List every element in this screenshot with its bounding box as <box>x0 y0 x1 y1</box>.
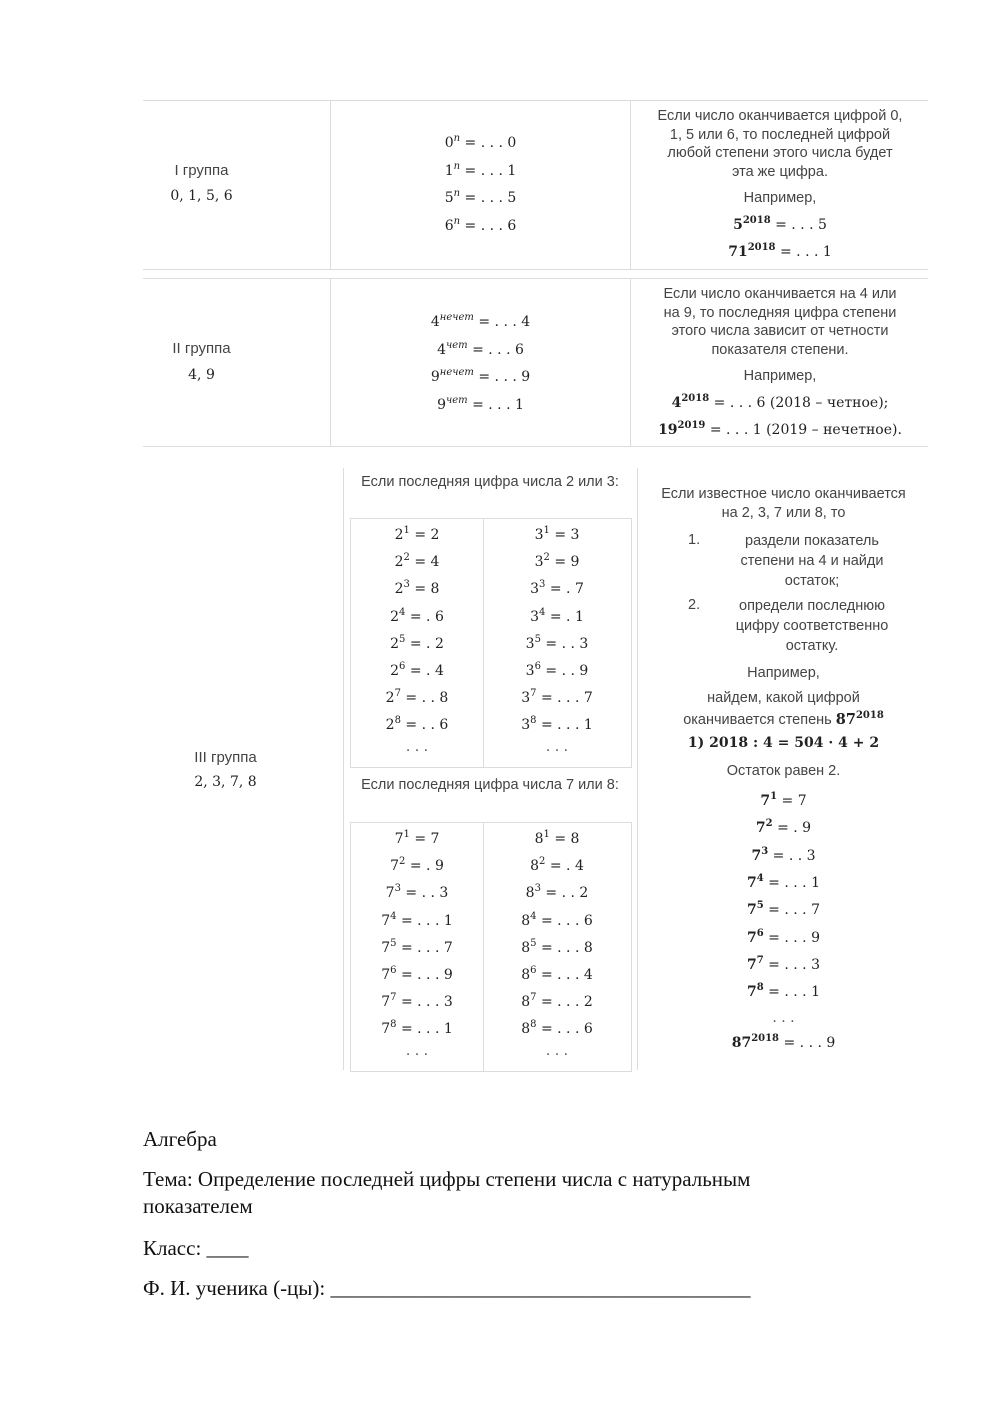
table1-cell: $3^4$ = . 1 <box>530 606 584 625</box>
table2-cell: $7^2$ = . 9 <box>390 856 444 875</box>
subject-title: Алгебра <box>143 1127 217 1151</box>
group3-name: III группа <box>194 749 257 766</box>
group2-formula: $4^{чет}$ = . . . 6 <box>437 339 524 358</box>
class-field: Класс: ____ <box>143 1236 249 1260</box>
table1-cell: $2^3 = 8$ <box>394 579 440 598</box>
group1-example: $71^{2018}$ = . . . 1 <box>728 242 832 260</box>
col-divider-2-row1 <box>630 100 631 270</box>
table2-cell: $7^4$ = . . . 1 <box>381 910 453 929</box>
table1-ellipsis: . . . <box>405 738 429 755</box>
col-divider-1-row3 <box>343 468 344 1070</box>
group3-step-number: 1. <box>688 532 701 548</box>
table2-cell: $8^6$ = . . . 4 <box>521 965 593 983</box>
group1-name: I группа <box>174 162 229 179</box>
group3-step-number: 2. <box>688 597 701 613</box>
group1-example-label: Например, <box>743 190 817 206</box>
table1-ellipsis: . . . <box>545 738 569 755</box>
group2-example-label: Например, <box>743 368 817 384</box>
row2-bottom-border <box>143 446 928 447</box>
group3-power: $7^1 = 7$ <box>760 791 807 809</box>
group2-formula: $4^{нечет}$ = . . . 4 <box>430 312 531 330</box>
table2-cell: $8^7$ = . . . 2 <box>521 992 593 1011</box>
group3-power: $7^8$ = . . . 1 <box>747 982 820 1001</box>
group2-note-line: Если число оканчивается на 4 или <box>663 286 897 302</box>
topic-line-2: показателем <box>143 1194 253 1218</box>
table1-cell: $2^1 = 2$ <box>394 525 440 543</box>
group3-step-line: остаток; <box>784 573 840 589</box>
table2-cell: $8^3$ = . . 2 <box>525 883 589 902</box>
table2-cell: $8^1 = 8$ <box>534 829 580 847</box>
group3-example-line: оканчивается степень $87^{2018}$ <box>683 710 884 728</box>
group1-formula: $0^n$ = . . . 0 <box>444 133 517 151</box>
group2-formula: $9^{нечет}$ = . . . 9 <box>430 367 531 385</box>
table2-ellipsis: . . . <box>405 1042 429 1059</box>
group1-note-line: любой степени этого числа будет <box>667 145 893 161</box>
group2-formula: $9^{чет}$ = . . . 1 <box>437 394 524 413</box>
table1-cell: $3^6$ = . . 9 <box>525 661 589 679</box>
group3-remainder: Остаток равен 2. <box>726 763 841 779</box>
table1-cell: $3^1 = 3$ <box>534 525 580 543</box>
group2-example: $19^{2019}$ = . . . 1 (2019 – нечетное). <box>658 420 902 438</box>
table1-cell: $2^2 = 4$ <box>394 552 440 571</box>
group3-example-label: Например, <box>747 665 820 681</box>
col-divider-1-row2 <box>330 278 331 447</box>
table2-cell: $7^8$ = . . . 1 <box>381 1019 453 1038</box>
group1-note-line: Если число оканчивается цифрой 0, <box>657 108 903 124</box>
group2-note-line: этого числа зависит от четности <box>671 323 889 339</box>
table2-cell: $7^7$ = . . . 3 <box>381 992 453 1011</box>
group3-numbers: 2, 3, 7, 8 <box>194 774 257 790</box>
student-name-field: Ф. И. ученика (-цы): ________________________________________ <box>143 1276 751 1300</box>
group2-numbers: 4, 9 <box>188 367 215 383</box>
group3-power: $7^5$ = . . . 7 <box>747 900 820 919</box>
group3-step-line: цифру соответственно <box>735 618 889 634</box>
table2-cell: $8^2$ = . 4 <box>530 856 584 875</box>
table2-cell: $7^3$ = . . 3 <box>385 883 449 902</box>
table1-cell: $3^2 = 9$ <box>534 552 580 571</box>
group3-step-line: степени на 4 и найди <box>740 553 884 569</box>
table1-cell: $3^7$ = . . . 7 <box>521 688 593 707</box>
topic-line-1: Тема: Определение последней цифры степени числа с натуральным <box>143 1167 751 1191</box>
col-divider-2-row2 <box>630 278 631 447</box>
group1-formula: $5^n$ = . . . 5 <box>444 188 517 206</box>
table2-caption: Если последняя цифра числа 7 или 8: <box>361 777 619 793</box>
group1-example: $5^{2018}$ = . . . 5 <box>733 215 827 233</box>
table2-cell: $7^5$ = . . . 7 <box>381 937 453 956</box>
table1-cell: $3^3$ = . 7 <box>530 579 584 598</box>
table1 <box>350 518 632 768</box>
group3-power: $7^2$ = . 9 <box>755 818 812 837</box>
group1-note-line: эта же цифра. <box>732 163 828 180</box>
row2-top-border <box>143 278 928 279</box>
group3-power: $7^6$ = . . . 9 <box>747 927 820 946</box>
group1-numbers: 0, 1, 5, 6 <box>170 188 233 204</box>
table2-cell: $7^6$ = . . . 9 <box>381 965 453 983</box>
group3-intro-line: на 2, 3, 7 или 8, то <box>721 505 846 521</box>
group3-ellipsis: . . . <box>772 1010 795 1026</box>
group2-note-line: на 9, то последняя цифра степени <box>663 304 897 321</box>
table2 <box>350 822 632 1072</box>
group3-power: $7^4$ = . . . 1 <box>747 872 820 891</box>
group3-example-line: найдем, какой цифрой <box>707 690 860 706</box>
group3-step-line: определи последнюю <box>739 598 885 614</box>
group3-power: $7^7$ = . . . 3 <box>747 954 820 973</box>
table1-cell: $3^8$ = . . . 1 <box>521 715 593 734</box>
table1-cell: $2^4$ = . 6 <box>390 606 444 625</box>
top-border <box>143 100 928 101</box>
table2-ellipsis: . . . <box>545 1042 569 1059</box>
table2-cell: $8^4$ = . . . 6 <box>521 910 593 929</box>
group3-power: $7^3$ = . . 3 <box>751 845 816 864</box>
group3-division: 1) 2018 : 4 = 504 · 4 + 2 <box>687 735 880 751</box>
group1-note-line: 1, 5 или 6, то последней цифрой <box>669 126 891 143</box>
table1-cell: $2^7$ = . . 8 <box>385 688 449 707</box>
col-divider-1-row1 <box>330 100 331 270</box>
group3-final: $87^{2018}$ = . . . 9 <box>731 1033 836 1051</box>
group2-example: $4^{2018}$ = . . . 6 (2018 – четное); <box>671 393 889 411</box>
group1-formula: $1^n$ = . . . 1 <box>444 160 517 179</box>
group2-note-line: показателя степени. <box>711 341 849 358</box>
table2-cell: $8^5$ = . . . 8 <box>521 937 593 956</box>
table1-caption: Если последняя цифра числа 2 или 3: <box>361 474 619 490</box>
group3-intro-line: Если известное число оканчивается <box>661 486 906 502</box>
table2-cell: $7^1 = 7$ <box>394 829 440 847</box>
table1-cell: $2^5$ = . 2 <box>390 633 444 652</box>
group3-step-line: раздели показатель <box>745 533 879 549</box>
table1-cell: $2^6$ = . 4 <box>390 661 444 679</box>
group3-step-line: остатку. <box>785 638 839 654</box>
row1-bottom-border <box>143 269 928 270</box>
group2-name: II группа <box>172 340 231 357</box>
table1-cell: $3^5$ = . . 3 <box>525 633 589 652</box>
table1-cell: $2^8$ = . . 6 <box>385 715 449 734</box>
col-divider-2-row3 <box>637 468 638 1070</box>
table2-cell: $8^8$ = . . . 6 <box>521 1019 593 1038</box>
group1-formula: $6^n$ = . . . 6 <box>444 215 517 234</box>
